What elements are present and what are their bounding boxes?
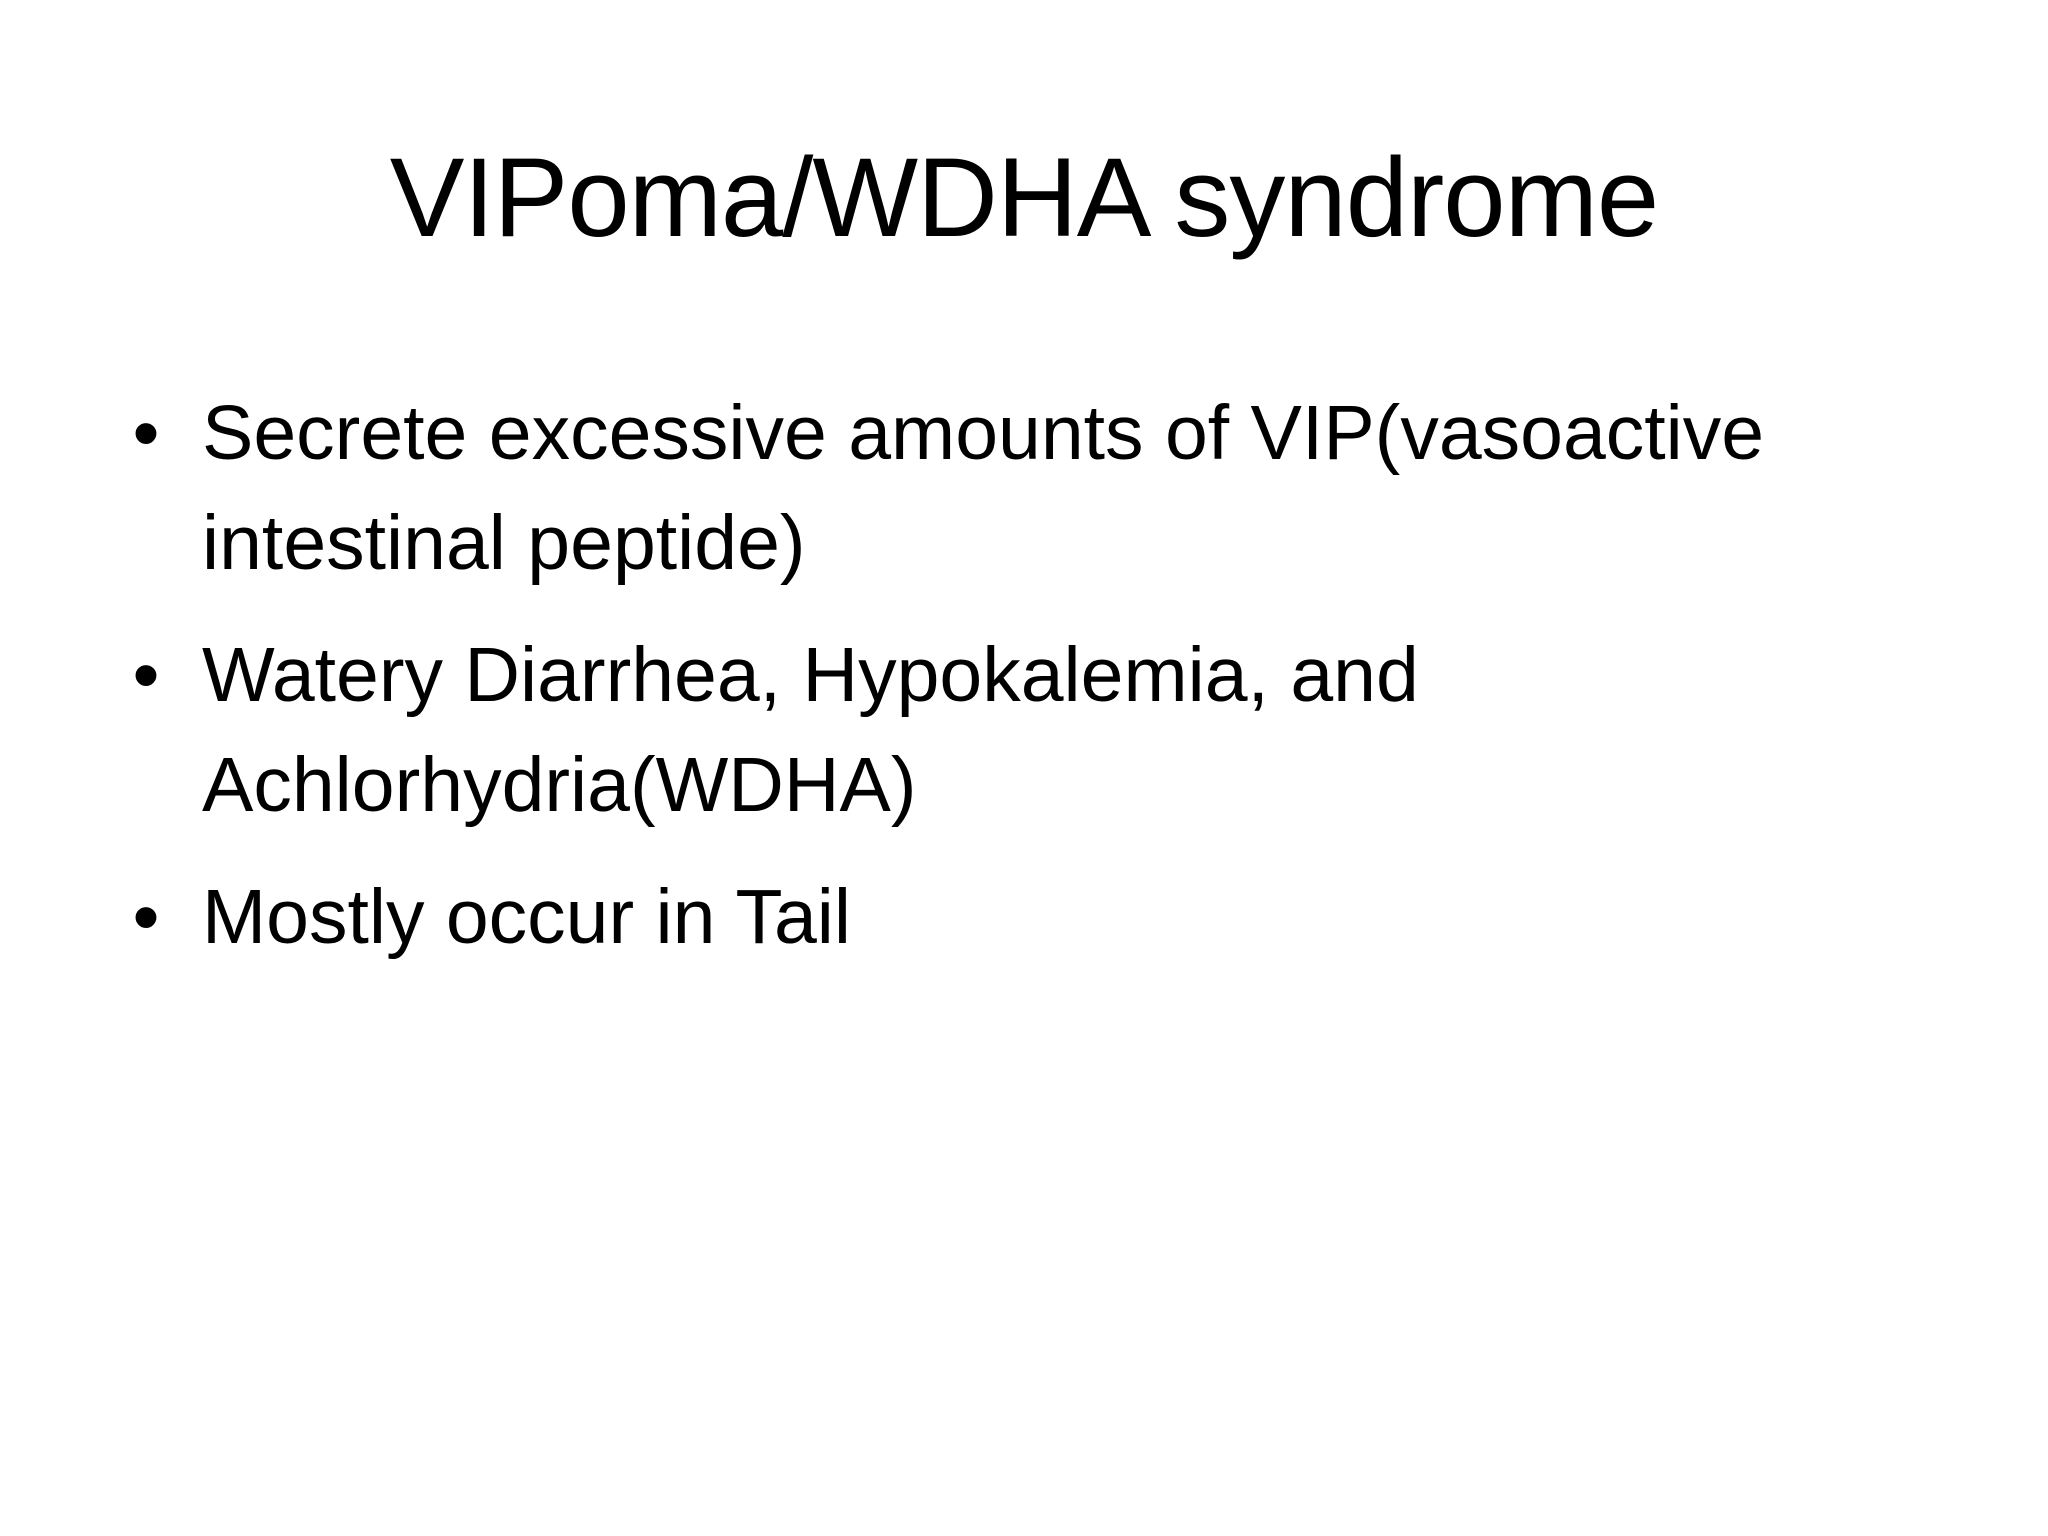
bullet-text: Mostly occur in Tail — [202, 874, 852, 960]
slide-title: VIPoma/WDHA syndrome — [389, 135, 1659, 260]
bullet-item-1 — [120, 378, 1940, 598]
bullet-list — [120, 378, 1940, 994]
bullet-dot: • — [132, 632, 160, 718]
bullet-item-3 — [120, 862, 1940, 972]
bullet-text: Secrete excessive amounts of VIP(vasoactive intestinal peptide) — [202, 390, 1765, 586]
bullet-dot: • — [132, 390, 160, 476]
bullet-text: Watery Diarrhea, Hypokalemia, and Achlorhydria(WDHA) — [202, 632, 1419, 828]
bullet-dot: • — [132, 874, 160, 960]
bullet-item-2 — [120, 620, 1940, 840]
